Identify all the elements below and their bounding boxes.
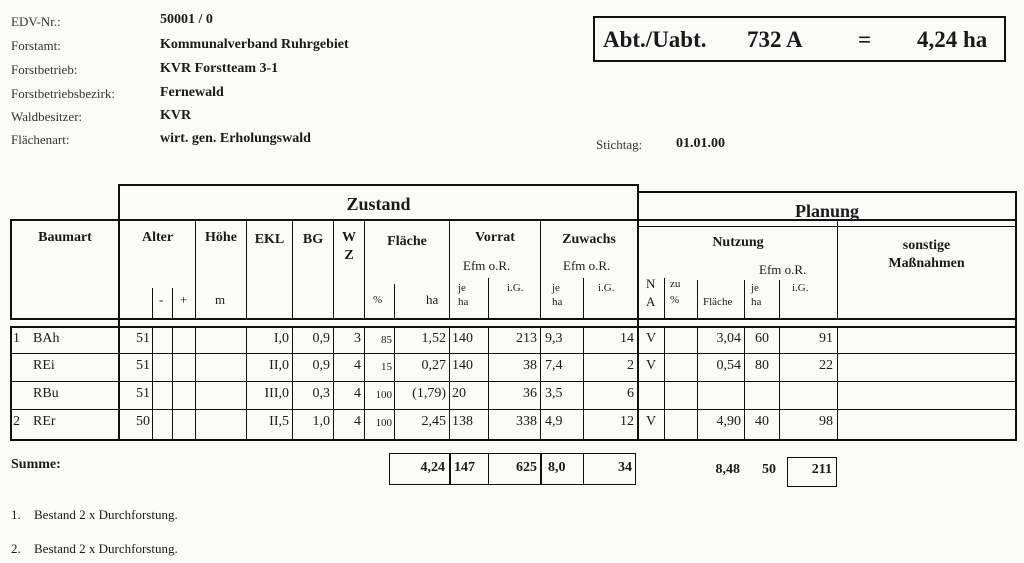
cell-zje: 9,3 xyxy=(545,331,563,346)
cell-wz: 3 xyxy=(354,331,361,346)
col-alter: Alter xyxy=(141,230,174,245)
label-flaechenart: Flächenart: xyxy=(11,132,70,147)
cell-baumart: REi xyxy=(33,358,55,373)
cell-alter: 51 xyxy=(136,386,150,401)
cell-zig: 2 xyxy=(627,358,634,373)
col-nutz-flaeche: Fläche xyxy=(703,296,733,308)
summe-ha: 4,24 xyxy=(420,460,445,475)
col-nutz-ha: ha xyxy=(751,296,762,308)
label-forstamt: Forstamt: xyxy=(11,38,61,53)
col-vorrat: Vorrat xyxy=(475,230,515,245)
cell-na: V xyxy=(646,358,657,373)
cell-baumart: REr xyxy=(33,414,56,429)
cell-wz: 4 xyxy=(354,358,361,373)
cell-ha: 0,27 xyxy=(421,358,446,373)
stichtag-value: 01.01.00 xyxy=(676,136,725,151)
value-waldbesitzer: KVR xyxy=(160,108,192,123)
col-wz-w: W xyxy=(342,230,356,245)
col-zu: zu xyxy=(670,278,681,290)
cell-ekl: III,0 xyxy=(264,386,289,401)
cell-vje: 138 xyxy=(452,414,473,429)
value-forstamt: Kommunalverband Ruhrgebiet xyxy=(160,37,349,52)
cell-alter: 51 xyxy=(136,358,150,373)
col-vorrat-ig: i.G. xyxy=(507,282,524,294)
summe-zuwachs-ig: 34 xyxy=(618,460,632,475)
col-alter-plus: + xyxy=(180,292,188,307)
col-zuwachs-ig: i.G. xyxy=(598,282,615,294)
col-zuwachs-je: je xyxy=(552,282,560,294)
col-nutzung: Nutzung xyxy=(712,235,764,250)
cell-ha: (1,79) xyxy=(412,386,446,401)
cell-vig: 38 xyxy=(523,358,537,373)
col-ekl: EKL xyxy=(254,232,285,247)
col-na-n: N xyxy=(646,276,656,291)
value-edv-nr: 50001 / 0 xyxy=(160,12,213,27)
col-flaeche-ha: ha xyxy=(426,292,439,307)
abt-box xyxy=(593,16,1006,62)
col-vorrat-je: je xyxy=(458,282,466,294)
summe-nutz-flaeche: 8,48 xyxy=(715,462,740,477)
cell-bg: 0,9 xyxy=(312,331,330,346)
cell-pct: 85 xyxy=(381,334,392,346)
cell-alter: 51 xyxy=(136,331,150,346)
value-forstbetrieb: KVR Forstteam 3-1 xyxy=(160,61,279,76)
col-nutz-je: je xyxy=(751,282,759,294)
cell-nig: 22 xyxy=(819,358,833,373)
col-na-a: A xyxy=(646,294,656,309)
value-flaechenart: wirt. gen. Erholungswald xyxy=(160,131,311,146)
cell-zje: 3,5 xyxy=(545,386,563,401)
col-alter-minus: - xyxy=(159,292,164,307)
group-planung: Planung xyxy=(794,201,860,221)
col-flaeche-pct: % xyxy=(373,294,383,306)
col-sonstige-1: sonstige xyxy=(902,238,951,253)
cell-wz: 4 xyxy=(354,414,361,429)
summe-nutz-je: 50 xyxy=(762,462,776,477)
cell-vje: 20 xyxy=(452,386,466,401)
col-zu-pct: % xyxy=(670,294,680,306)
cell-nje: 40 xyxy=(755,414,769,429)
cell-baumart: RBu xyxy=(33,386,59,401)
cell-alter: 50 xyxy=(136,414,150,429)
cell-nig: 98 xyxy=(819,414,833,429)
cell-nje: 60 xyxy=(755,331,769,346)
cell-pct: 100 xyxy=(375,417,392,429)
label-waldbesitzer: Waldbesitzer: xyxy=(11,109,83,124)
col-nutz-ig: i.G. xyxy=(792,282,809,294)
cell-vig: 338 xyxy=(516,414,537,429)
cell-vig: 213 xyxy=(516,331,537,346)
cell-ekl: II,0 xyxy=(269,358,289,373)
cell-nig: 91 xyxy=(819,331,833,346)
abt-number: 732 A xyxy=(747,27,803,52)
cell-vje: 140 xyxy=(452,358,473,373)
abt-label: Abt./Uabt. xyxy=(603,27,707,52)
col-hoehe: Höhe xyxy=(205,230,237,245)
note-1-nr: 1. xyxy=(11,507,21,522)
stichtag-label: Stichtag: xyxy=(596,137,643,152)
cell-na: V xyxy=(646,331,657,346)
col-bg: BG xyxy=(302,232,324,247)
label-edv-nr: EDV-Nr.: xyxy=(11,14,61,29)
col-sonstige-2: Maßnahmen xyxy=(888,256,965,271)
note-2-nr: 2. xyxy=(11,541,21,556)
value-forstbetriebsbezirk: Fernewald xyxy=(160,85,224,100)
cell-bg: 1,0 xyxy=(312,414,330,429)
note-2-text: Bestand 2 x Durchforstung. xyxy=(34,541,178,556)
col-zuwachs-ha: ha xyxy=(552,296,563,308)
cell-zje: 4,9 xyxy=(545,414,563,429)
col-vorrat-ha: ha xyxy=(458,296,469,308)
cell-nfl: 4,90 xyxy=(716,414,741,429)
cell-nr: 1 xyxy=(13,331,20,346)
cell-ekl: I,0 xyxy=(273,331,289,346)
cell-bg: 0,3 xyxy=(312,386,330,401)
col-zuwachs-unit: Efm o.R. xyxy=(563,258,611,273)
col-flaeche: Fläche xyxy=(387,234,427,249)
cell-nfl: 3,04 xyxy=(716,331,741,346)
col-hoehe-unit: m xyxy=(215,292,226,307)
note-1-text: Bestand 2 x Durchforstung. xyxy=(34,507,178,522)
col-zuwachs: Zuwachs xyxy=(562,232,616,247)
cell-ekl: II,5 xyxy=(269,414,289,429)
summe-label: Summe: xyxy=(11,457,61,472)
label-forstbetriebsbezirk: Forstbetriebsbezirk: xyxy=(11,86,115,101)
col-baumart: Baumart xyxy=(38,230,92,245)
cell-nje: 80 xyxy=(755,358,769,373)
cell-pct: 15 xyxy=(381,361,392,373)
cell-zig: 12 xyxy=(620,414,634,429)
cell-na: V xyxy=(646,414,657,429)
summe-vorrat-ig: 625 xyxy=(516,460,537,475)
cell-zig: 6 xyxy=(627,386,634,401)
group-zustand: Zustand xyxy=(346,194,411,214)
col-nutzung-unit: Efm o.R. xyxy=(759,262,807,277)
cell-baumart: BAh xyxy=(33,331,60,346)
cell-wz: 4 xyxy=(354,386,361,401)
summe-vorrat-je: 147 xyxy=(454,460,475,475)
abt-area: 4,24 ha xyxy=(917,27,988,52)
label-forstbetrieb: Forstbetrieb: xyxy=(11,62,78,77)
cell-zje: 7,4 xyxy=(545,358,563,373)
abt-eq: = xyxy=(858,27,872,52)
cell-zig: 14 xyxy=(620,331,634,346)
col-vorrat-unit: Efm o.R. xyxy=(463,258,511,273)
cell-vig: 36 xyxy=(523,386,537,401)
summe-nutz-ig: 211 xyxy=(811,462,832,477)
col-wz-z: Z xyxy=(344,248,354,263)
cell-ha: 1,52 xyxy=(421,331,446,346)
cell-bg: 0,9 xyxy=(312,358,330,373)
cell-nr: 2 xyxy=(13,414,20,429)
cell-pct: 100 xyxy=(375,389,392,401)
cell-vje: 140 xyxy=(452,331,473,346)
cell-ha: 2,45 xyxy=(421,414,446,429)
summe-zuwachs-je: 8,0 xyxy=(548,460,566,475)
cell-nfl: 0,54 xyxy=(716,358,741,373)
